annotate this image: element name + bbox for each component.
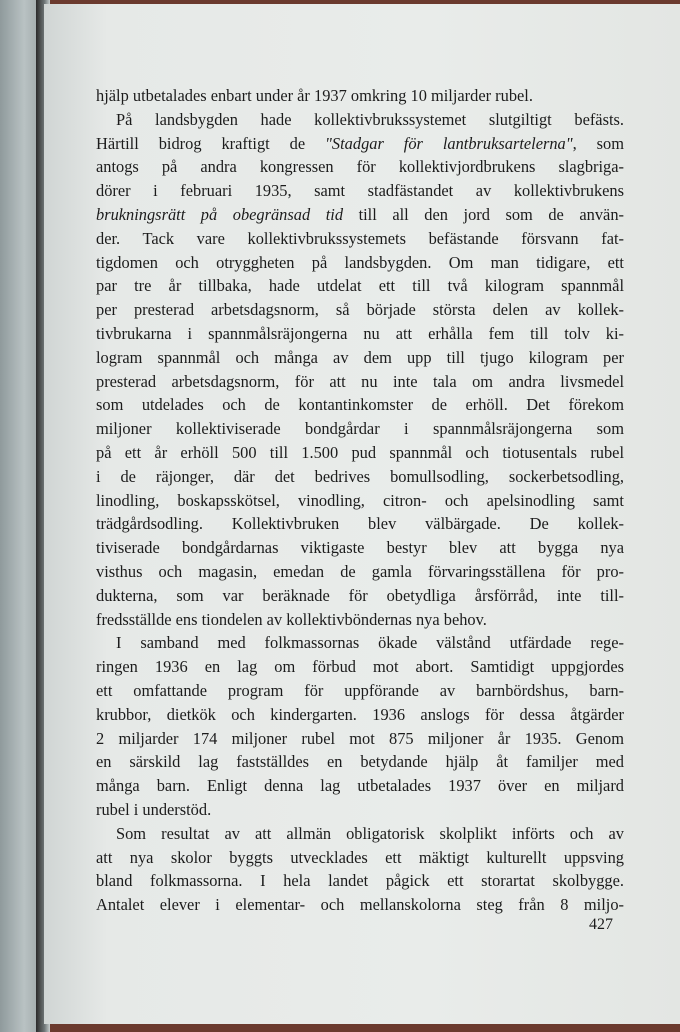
text-line: Antalet elever i elementar- och mellanskolorna steg från 8 miljo- <box>96 895 624 915</box>
text-line: tiviserade bondgårdarnas viktigaste bestyr blev att bygga nya <box>96 538 624 558</box>
text-line: trädgårdsodling. Kollektivbruken blev välbärgade. De kollek- <box>96 514 624 534</box>
paragraph-3 <box>96 631 624 821</box>
text-line: fredsställde ens tiondelen av kollektivböndernas nya behov. <box>96 609 487 629</box>
text-line: logram spannmål och många av dem upp till tjugo kilogram per <box>96 347 624 367</box>
text-line: miljoner kollektiviserade bondgårdar i spannmålsräjongerna som <box>96 419 624 439</box>
text-line: 2 miljarder 174 miljoner rubel mot 875 miljoner år 1935. Genom <box>96 728 624 748</box>
text-line: att nya skolor byggts utvecklades ett mäktigt kulturellt uppsving <box>96 847 624 867</box>
text-line: der. Tack vare kollektivbrukssystemets befästande försvann fat- <box>96 228 624 248</box>
text-line: Härtill bidrog kraftigt de "Stadgar för lantbruksartelerna", som <box>96 133 624 153</box>
text-line: ett omfattande program för uppförande av barnbördshus, barn- <box>96 680 624 700</box>
text-line: visthus och magasin, emedan de gamla förvaringsställena för pro- <box>96 561 624 581</box>
paragraph-4 <box>96 822 624 917</box>
text-line: linodling, boskapsskötsel, vinodling, citron- och apelsinodling samt <box>96 490 624 510</box>
text-line: per presterad arbetsdagsnorm, så började största delen av kollek- <box>96 300 624 320</box>
text-line: rubel i understöd. <box>96 799 212 819</box>
text-line: par tre år tillbaka, hade utdelat ett till två kilogram spannmål <box>96 276 624 296</box>
italic-title: "Stadgar för lantbruksartelerna" <box>325 133 573 153</box>
text-line: ringen 1936 en lag om förbud mot abort. Samtidigt uppgjordes <box>96 657 624 677</box>
page-number: 427 <box>589 916 613 933</box>
text-line: krubbor, dietkök och kindergarten. 1936 anslogs för dessa åtgärder <box>96 704 624 724</box>
text-line: På landsbygden hade kollektivbrukssystemet slutgiltigt befästs. <box>116 109 624 129</box>
paragraph-1 <box>96 84 624 108</box>
text-line: presterad arbetsdagsnorm, för att nu inte tala om andra livsmedel <box>96 371 624 391</box>
text-line: I samband med folkmassornas ökade välstånd utfärdade rege- <box>116 633 624 653</box>
text-line: bland folkmassorna. I hela landet pågick ett storartat skolbygge. <box>96 871 624 891</box>
body-text <box>96 84 624 917</box>
text-line: antogs på andra kongressen för kollektivjordbrukens slagbriga- <box>96 157 624 177</box>
text-line: Som resultat av att allmän obligatorisk skolplikt införts och av <box>116 823 624 843</box>
italic-phrase: brukningsrätt på obegränsad tid <box>96 204 344 224</box>
text-line: hjälp utbetalades enbart under år 1937 omkring 10 miljarder rubel. <box>96 86 533 105</box>
text-line: i de räjonger, där det bedrives bomullsodling, sockerbetsodling, <box>96 466 624 486</box>
text-line: många barn. Enligt denna lag utbetalades 1937 över en miljard <box>96 776 624 796</box>
text-line: dukterna, som var beräknade för obetydliga årsförråd, inte till- <box>96 585 624 605</box>
text-line: tivbrukarna i spannmålsräjongerna nu att erhålla fem till tolv ki- <box>96 323 624 343</box>
text-line: en särskild lag fastställdes en betydande hjälp åt familjer med <box>96 752 624 772</box>
text-line: tigdomen och otryggheten på landsbygden. Om man tidigare, ett <box>96 252 624 272</box>
text-line: som utdelades och de kontantinkomster de erhöll. Det förekom <box>96 395 624 415</box>
text-line: brukningsrätt på obegränsad tid till all den jord som de använ- <box>96 204 624 224</box>
paragraph-2 <box>96 108 624 632</box>
text-line: dörer i februari 1935, samt stadfästandet av kollektivbrukens <box>96 181 624 201</box>
book-page <box>44 4 680 1024</box>
text-line: på ett år erhöll 500 till 1.500 pud spannmål och tiotusentals rubel <box>96 442 624 462</box>
